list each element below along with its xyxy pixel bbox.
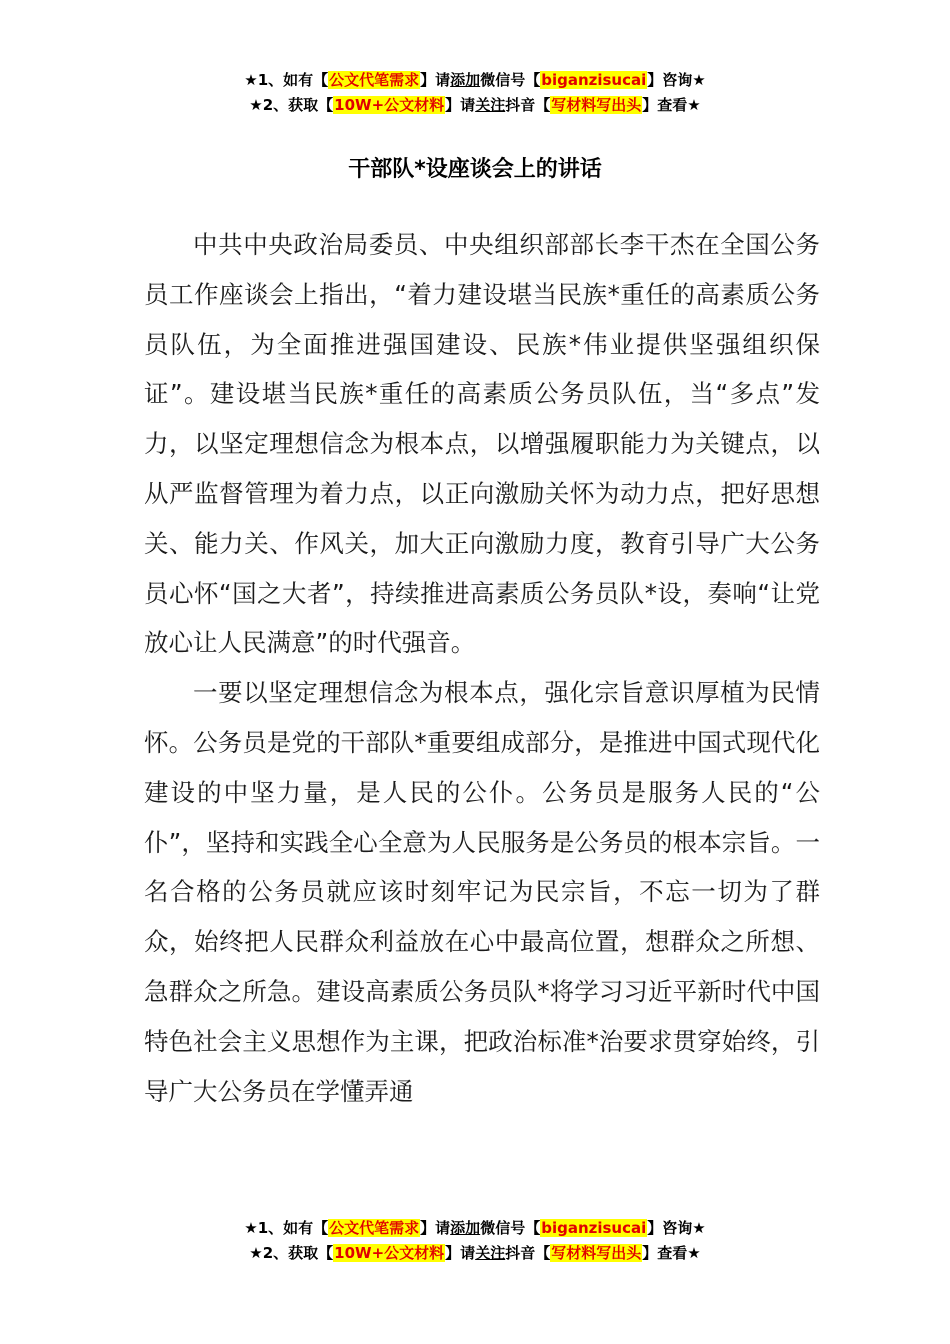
banner-line-1: ★1、如有【公文代笔需求】请添加微信号【biganzisucai】咨询★ [244,71,706,89]
star-icon: ★ [692,1219,706,1237]
star-icon: ★ [249,96,263,114]
header-banner [0,68,950,118]
banner-line-2: ★2、获取【10W+公文材料】请关注抖音【写材料写出头】查看★ [249,1244,701,1262]
star-icon: ★ [687,96,701,114]
paragraph-2: 一要以坚定理想信念为根本点，强化宗旨意识厚植为民情怀。公务员是党的干部队*重要组成部分，是推进中国式现代化建设的中坚力量，是人民的公仆。公务员是服务人民的“公仆”，坚持和实践全心全意为人民服务是公务员的根本宗旨。一名合格的公务员就应该时刻牢记为民宗旨，不忘一切为了群众，始终把人民群众利益放在心中最高位置，想群众之所想、急群众之所急。建设高素质公务员队*将学习习近平新时代中国特色社会主义思想作为主课，把政治标准*治要求贯穿始终，引导广大公务员在学懂弄通 [144,678,820,1106]
highlight-douyin-account: 写材料写出头 [551,1244,642,1262]
star-icon: ★ [687,1244,701,1262]
banner-line-2: ★2、获取【10W+公文材料】请关注抖音【写材料写出头】查看★ [249,96,701,114]
star-icon: ★ [244,71,258,89]
footer-banner [0,1216,950,1266]
star-icon: ★ [249,1244,263,1262]
highlight-materials: 10W+公文材料 [334,1244,445,1262]
document-body [144,220,820,1116]
highlight-materials: 10W+公文材料 [334,96,445,114]
highlight-service: 公文代笔需求 [329,71,420,89]
highlight-wechat-id: biganzisucai [541,1219,647,1237]
highlight-douyin-account: 写材料写出头 [551,96,642,114]
star-icon: ★ [244,1219,258,1237]
star-icon: ★ [692,71,706,89]
banner-line-1: ★1、如有【公文代笔需求】请添加微信号【biganzisucai】咨询★ [244,1219,706,1237]
paragraph-1: 中共中央政治局委员、中央组织部部长李干杰在全国公务员工作座谈会上指出，“着力建设堪当民族*重任的高素质公务员队伍，为全面推进强国建设、民族*伟业提供坚强组织保证”。建设堪当民族*重任的高素质公务员队伍，当“多点”发力，以坚定理想信念为根本点，以增强履职能力为关键点，以从严监督管理为着力点，以正向激励关怀为动力点，把好思想关、能力关、作风关，加大正向激励力度，教育引导广大公务员心怀“国之大者”，持续推进高素质公务员队*设，奏响“让党放心让人民满意”的时代强音。 [144,230,820,658]
highlight-service: 公文代笔需求 [329,1219,420,1237]
document-title: 干部队*设座谈会上的讲话 [348,157,602,182]
highlight-wechat-id: biganzisucai [541,71,647,89]
